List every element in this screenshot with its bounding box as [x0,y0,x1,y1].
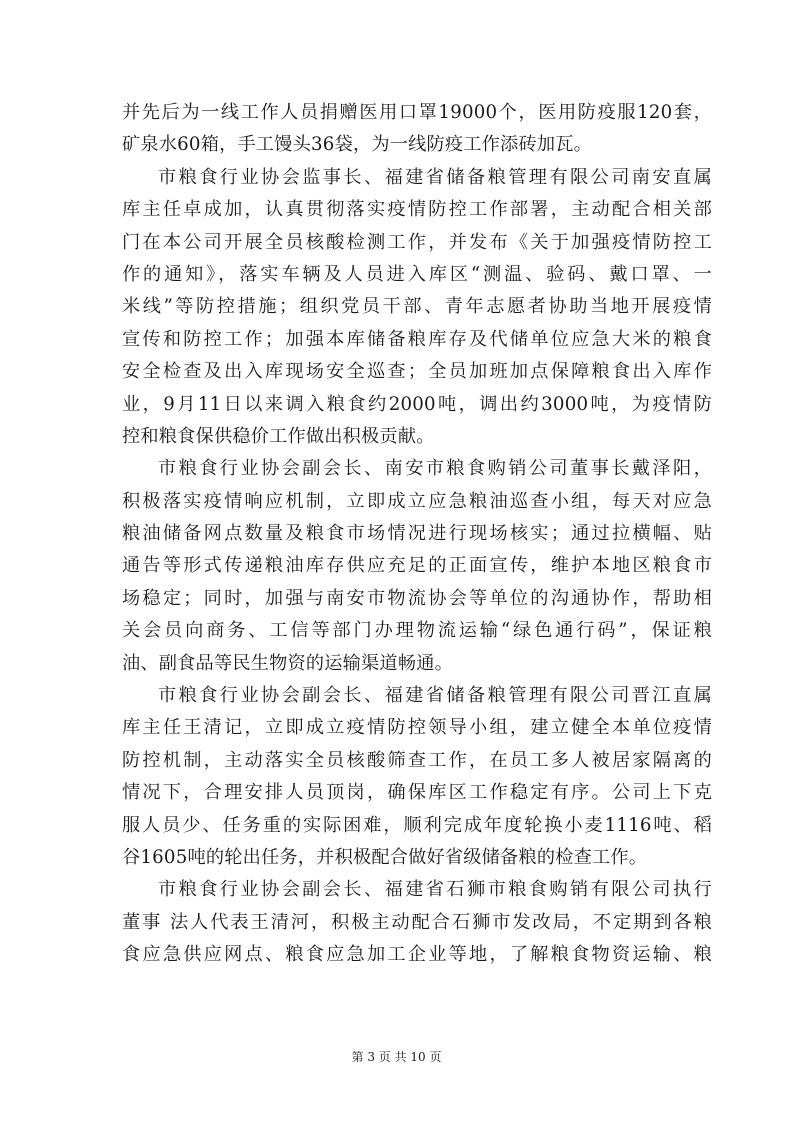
text-line: 库主任王清记，立即成立疫情防控领导小组，建立健全本单位疫情 [122,717,712,739]
text-line: 积极落实疫情响应机制，立即成立应急粮油巡查小组，每天对应急 [122,490,712,512]
text-line: 防控机制，主动落实全员核酸筛查工作，在员工多人被居家隔离的 [122,749,712,771]
page-number: 第 3 页 共 10 页 [351,1050,442,1064]
text-line: 情况下，合理安排人员顶岗，确保库区工作稳定有序。公司上下克 [122,782,712,804]
text-line: 宣传和防控工作；加强本库储备粮库存及代储单位应急大米的粮食 [122,328,712,350]
text-line: 库主任卓成加，认真贯彻落实疫情防控工作部署，主动配合相关部 [122,199,712,221]
text-line: 场稳定；同时，加强与南安市物流协会等单位的沟通协作，帮助相 [122,587,712,609]
text-line: 安全检查及出入库现场安全巡查；全员加班加点保障粮食出入库作 [122,361,712,383]
text-line: 董事 法人代表王清河，积极主动配合石狮市发改局，不定期到各粮 [122,911,712,933]
text-line: 谷1605吨的轮出任务，并积极配合做好省级储备粮的检查工作。 [122,846,648,868]
text-line: 服人员少、任务重的实际困难，顺利完成年度轮换小麦1116吨、稻 [122,814,712,836]
text-line: 市粮食行业协会副会长、福建省储备粮管理有限公司晋江直属 [158,685,712,707]
text-line: 油、副食品等民生物资的运输渠道畅通。 [122,652,453,674]
text-line: 食应急供应网点、粮食应急加工企业等地，了解粮食物资运输、粮 [122,944,712,966]
text-line: 业，9月11日以来调入粮食约2000吨，调出约3000吨，为疫情防 [122,393,712,415]
text-line: 门在本公司开展全员核酸检测工作，并发布《关于加强疫情防控工 [122,231,712,253]
text-line: 并先后为一线工作人员捐赠医用口罩19000个，医用防疫服120套， [122,102,712,123]
text-line: 矿泉水60箱，手工馒头36袋，为一线防疫工作添砖加瓦。 [122,134,592,156]
text-line: 作的通知》，落实车辆及人员进入库区“测温、验码、戴口罩、一 [122,263,712,285]
document-body [122,97,712,972]
text-line: 市粮食行业协会副会长、南安市粮食购销公司董事长戴泽阳， [158,458,712,480]
text-line: 米线”等防控措施；组织党员干部、青年志愿者协助当地开展疫情 [122,296,712,318]
paragraph [122,874,712,971]
paragraph [122,162,712,454]
text-line: 市粮食行业协会副会长、福建省石狮市粮食购销有限公司执行 [158,879,712,901]
text-line: 关会员向商务、工信等部门办理物流运输“绿色通行码”，保证粮 [122,620,712,642]
paragraph [122,97,712,162]
text-line: 控和粮食保供稳价工作做出积极贡献。 [122,425,435,447]
text-line: 市粮食行业协会监事长、福建省储备粮管理有限公司南安直属 [158,166,712,188]
text-line: 粮油储备网点数量及粮食市场情况进行现场核实；通过拉横幅、贴 [122,523,712,545]
paragraph [122,453,712,680]
text-line: 通告等形式传递粮油库存供应充足的正面宣传，维护本地区粮食市 [122,555,712,577]
paragraph [122,680,712,874]
